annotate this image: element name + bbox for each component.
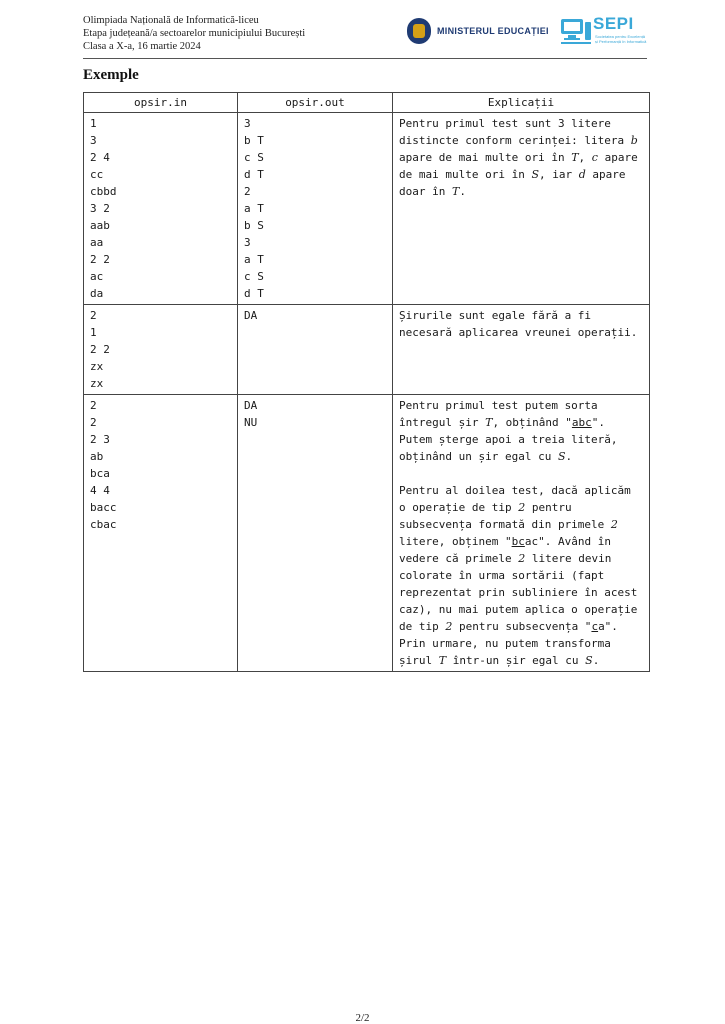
explanation-text: ac". Având în vedere că primele (399, 535, 611, 565)
math-symbol: S (531, 168, 539, 181)
explanation-text: Pentru primul test putem sorta întregul șir (399, 399, 598, 429)
math-symbol: 2 (445, 620, 453, 633)
underlined-text: bc (511, 535, 525, 548)
math-symbol: T (485, 416, 493, 429)
examples-table (83, 92, 650, 672)
output-cell (238, 113, 393, 305)
output-line: 3 (244, 117, 251, 130)
input-line: ab (90, 450, 104, 463)
input-line: 2 (90, 399, 97, 412)
input-line: 3 (90, 134, 97, 147)
explanation-text: . (592, 654, 600, 667)
math-symbol: S (557, 450, 566, 463)
explanation-text: apare de mai multe ori în (399, 151, 638, 181)
input-line: 2 4 (90, 151, 110, 164)
underlined-text: c (591, 620, 599, 633)
coat-of-arms-icon (407, 18, 431, 44)
header-line-olympiad: Olimpiada Națională de Informatică-liceu (83, 15, 259, 26)
explanation-text: Pentru al doilea test, dacă aplicăm o operație de tip (399, 484, 631, 514)
output-cell (238, 395, 393, 672)
output-line: d T (244, 287, 264, 300)
table-row (84, 113, 650, 305)
explanation-text: într-un șir egal cu (446, 654, 586, 667)
sepi-computer-icon (559, 16, 593, 46)
math-symbol: T (451, 185, 460, 198)
header-divider (83, 58, 647, 59)
input-line: 2 (90, 416, 97, 429)
input-line: da (90, 287, 104, 300)
math-symbol: 2 (518, 552, 526, 565)
input-line: 2 2 (90, 253, 110, 266)
math-symbol: 2 (518, 501, 526, 514)
input-line: cc (90, 168, 104, 181)
output-line: 3 (244, 236, 251, 249)
output-line: c S (244, 270, 264, 283)
explanation-text: Șirurile sunt egale fără a fi necesară aplicarea vreunei operații. (399, 309, 638, 339)
math-symbol: T (438, 654, 447, 667)
input-line: 2 3 (90, 433, 110, 446)
explanation-text: apare doar în (399, 168, 626, 198)
column-header-input: opsir.in (84, 93, 238, 113)
explanation-text: pentru subsecvența formată din primele (399, 501, 611, 531)
explanation-paragraph (399, 482, 643, 669)
output-line: c S (244, 151, 264, 164)
explanation-paragraph (399, 397, 643, 465)
input-line: cbbd (90, 185, 117, 198)
explanation-cell (393, 395, 650, 672)
output-line: b S (244, 219, 264, 232)
section-title: Exemple (83, 67, 139, 83)
output-line: DA (244, 309, 258, 322)
sepi-subtitle: Societatea pentru Excelență și Performanță în Informatică (595, 34, 647, 44)
input-line: 4 4 (90, 484, 110, 497)
input-line: bca (90, 467, 110, 480)
math-symbol: b (630, 134, 638, 147)
table-header-row (84, 93, 650, 113)
output-line: d T (244, 168, 264, 181)
output-line: NU (244, 416, 258, 429)
output-line: 2 (244, 185, 251, 198)
math-symbol: S (585, 654, 593, 667)
input-cell (84, 305, 238, 395)
explanation-text: pentru subsecvența " (452, 620, 592, 633)
explanation-text: litere, obținem " (399, 535, 512, 548)
explanation-text: . (459, 185, 466, 198)
explanation-cell (393, 305, 650, 395)
math-symbol: 2 (610, 518, 618, 531)
explanation-text: ". Putem șterge apoi a treia literă, obținând un șir egal cu (399, 416, 618, 463)
input-line: 2 2 (90, 343, 110, 356)
input-line: 1 (90, 117, 97, 130)
output-line: b T (244, 134, 264, 147)
input-line: 1 (90, 326, 97, 339)
table-row (84, 305, 650, 395)
header-line-class: Clasa a X-a, 16 martie 2024 (83, 41, 201, 52)
math-symbol: T (571, 151, 579, 164)
ministry-label: MINISTERUL EDUCAȚIEI (437, 26, 549, 36)
column-header-output: opsir.out (238, 93, 393, 113)
math-symbol: c (591, 151, 598, 164)
explanation-text: litere devin colorate în urma sortării (fapt reprezentat prin subliniere în acest caz), nu mai putem aplica o operație de tip (399, 552, 638, 633)
header-line-stage: Etapa județeană/a sectoarelor municipiului București (83, 28, 306, 39)
input-cell (84, 395, 238, 672)
output-line: DA (244, 399, 258, 412)
table-row (84, 395, 650, 672)
header-text (83, 14, 305, 53)
input-cell (84, 113, 238, 305)
page-header (83, 14, 647, 58)
input-line: 2 (90, 309, 97, 322)
explanation-text: . (565, 450, 573, 463)
math-symbol: d (578, 168, 586, 181)
page-number: 2/2 (355, 1012, 370, 1024)
input-line: zx (90, 377, 104, 390)
explanation-text: , obținând " (492, 416, 572, 429)
input-line: zx (90, 360, 104, 373)
input-line: 3 2 (90, 202, 110, 215)
explanation-text: , iar (539, 168, 579, 181)
output-line: a T (244, 253, 264, 266)
column-header-explanation: Explicații (393, 93, 650, 113)
explanation-cell (393, 113, 650, 305)
output-cell (238, 305, 393, 395)
input-line: ac (90, 270, 104, 283)
input-line: cbac (90, 518, 117, 531)
explanation-paragraph (399, 307, 643, 341)
underlined-text: abc (571, 416, 592, 429)
explanation-text: apare de mai multe ori în (399, 151, 572, 164)
explanation-paragraph (399, 115, 643, 200)
input-line: aa (90, 236, 104, 249)
input-line: bacc (90, 501, 117, 514)
explanation-text: a". Prin urmare, nu putem transforma șirul (399, 620, 618, 667)
explanation-text: , (578, 151, 592, 164)
output-line: a T (244, 202, 264, 215)
sepi-logo (559, 14, 647, 50)
explanation-text: Pentru primul test sunt 3 litere distincte conform cerinței: litera (399, 117, 631, 147)
ministry-logo (407, 18, 549, 44)
input-line: aab (90, 219, 110, 232)
sepi-label: SEPI (593, 14, 634, 33)
